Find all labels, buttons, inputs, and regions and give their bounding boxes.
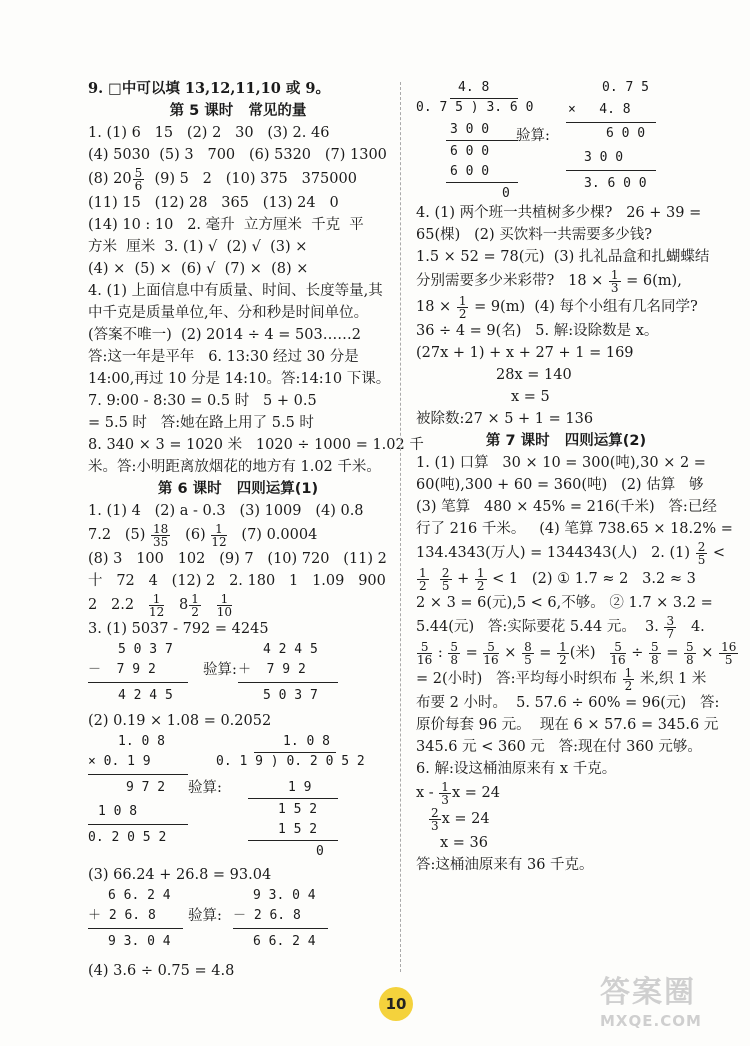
numerator: 5 [483, 641, 498, 654]
fraction [429, 807, 441, 832]
text: x = 24 [441, 811, 490, 827]
calc-rule [566, 170, 656, 171]
vertical-addition [88, 886, 388, 960]
numerator: 1 [624, 665, 633, 680]
calc-row: 1 5 2 [278, 822, 318, 837]
fraction [664, 615, 676, 640]
calc-row: 6 0 0 [450, 164, 490, 179]
text: x - [416, 785, 439, 801]
text-line: (答案不唯一) (2) 2014 ÷ 4 = 503……2 [88, 327, 361, 343]
denominator: 8 [686, 652, 694, 667]
text: = [461, 645, 483, 661]
denominator: 10 [216, 604, 233, 619]
calc-rule [248, 798, 338, 799]
watermark-url: MXQE.COM [600, 1012, 702, 1030]
numerator: 16 [721, 639, 737, 654]
numerator: 18 [153, 521, 169, 536]
calc-rule [233, 928, 328, 929]
denominator: 5 [441, 578, 450, 593]
text-line: (3) 66.24 + 26.8 = 93.04 [88, 867, 272, 883]
text-line: 28x = 140 [496, 367, 572, 383]
numerator: 2 [431, 805, 439, 820]
text: × [696, 645, 719, 661]
denominator: 12 [148, 604, 165, 619]
numerator: 2 [441, 565, 450, 580]
numerator: 1 [149, 593, 164, 606]
text: = 6(m), [621, 273, 682, 289]
fraction [448, 641, 460, 666]
text: 5.44(元) 答:实际要花 5.44 元。 3. [416, 619, 664, 635]
numerator: 5 [610, 641, 625, 654]
text: = 2(小时) 答:平均每小时织布 [416, 671, 622, 687]
denominator: 35 [153, 534, 169, 549]
numerator: 8 [524, 639, 532, 654]
page-number: 10 [379, 987, 413, 1021]
numerator: 5 [134, 165, 143, 180]
fraction [217, 593, 232, 618]
text: = [661, 645, 684, 661]
text-line: (8) 3 100 102 (9) 7 (10) 720 (11) 2 [88, 551, 387, 567]
text-line: (14) 10 : 10 2. 毫升 立方厘米 千克 平 [88, 217, 364, 233]
fraction [623, 667, 635, 692]
text-line: (27x + 1) + x + 27 + 1 = 169 [416, 345, 634, 361]
calc-row: ＋ 2 6. 8 [88, 908, 156, 923]
calc-row: 6 0 0 [606, 126, 646, 141]
fraction [151, 523, 170, 548]
text: 8 [165, 597, 189, 613]
denominator: 12 [211, 534, 227, 549]
text: 分别需要多少米彩带? 18 × [416, 273, 608, 289]
text-line: 十 72 4 (12) 2 2. 180 1 1.09 900 [88, 573, 386, 589]
text: (米) [569, 645, 610, 661]
text-line [88, 166, 388, 192]
text [202, 597, 216, 613]
left-column [88, 78, 424, 982]
calc-row: － 2 6. 8 [233, 908, 301, 923]
denominator: 16 [610, 652, 626, 667]
calc-row: 0. 1 9 ) 0. 2 0 5 2 [216, 754, 365, 769]
text: : [433, 645, 448, 661]
text-line: 60(吨),300 + 60 = 360(吨) (2) 估算 够 [416, 477, 704, 493]
text-line [416, 780, 716, 806]
denominator: 2 [624, 678, 633, 693]
fraction [483, 641, 498, 666]
calc-rule [88, 928, 183, 929]
check-label: 验算: [188, 780, 222, 796]
vertical-subtraction [88, 640, 388, 710]
calc-row: 9 3. 0 4 [253, 888, 316, 903]
denominator: 2 [458, 306, 467, 321]
denominator: 3 [441, 792, 449, 807]
calc-row: 4. 8 [458, 80, 490, 95]
text: 2 2.2 [88, 597, 148, 613]
numerator: 5 [686, 639, 694, 654]
section-heading-6: 第 6 课时 四则运算(1) [157, 481, 319, 497]
denominator: 16 [417, 652, 433, 667]
calc-rule [88, 824, 188, 825]
fraction [417, 567, 429, 592]
text-line: (3) 笔算 480 × 45% = 216(千米) 答:已经 [416, 499, 717, 515]
calc-row: 1 5 2 [278, 802, 318, 817]
text-line: x = 5 [511, 389, 550, 405]
text-line [416, 539, 726, 567]
fraction [610, 641, 625, 666]
calc-row: × 0. 1 9 [88, 754, 151, 769]
text: 18 × [416, 299, 456, 315]
text-line: 7. 9:00 - 8:30 = 0.5 时 5 + 0.5 [88, 393, 317, 409]
fraction [440, 567, 452, 592]
denominator: 5 [524, 652, 532, 667]
fraction [719, 641, 738, 666]
text: (7) 0.0004 [227, 527, 318, 543]
text: (9) 5 2 (10) 375 375000 [145, 171, 357, 187]
text-line [416, 614, 716, 640]
text-line: 1. (1) 口算 30 × 10 = 300(吨),30 × 2 = [416, 455, 706, 471]
text-line: 答:这一年是平年 6. 13:30 经过 30 分是 [88, 349, 359, 365]
calc-row: × 4. 8 [568, 102, 631, 117]
text: < [708, 545, 726, 561]
text: × [499, 645, 522, 661]
denominator: 3 [610, 280, 619, 295]
calc-rule [88, 682, 188, 683]
text-line: 8. 340 × 3 = 1020 米 1020 ÷ 1000 = 1.02 千 [88, 437, 424, 453]
calc-row: 3 0 0 [584, 150, 624, 165]
text-line: (2) 0.19 × 1.08 = 0.2052 [88, 713, 272, 729]
denominator: 2 [419, 578, 427, 593]
text-line: x = 36 [440, 835, 488, 851]
fraction [149, 593, 164, 618]
denominator: 5 [697, 552, 706, 567]
text-line [88, 78, 388, 100]
numerator: 5 [651, 639, 659, 654]
text-line: (4) × (5) × (6) √ (7) × (8) × [88, 261, 309, 277]
calc-row: 0 [502, 186, 510, 201]
denominator: 5 [724, 652, 733, 667]
calc-row: ＋ 7 9 2 [238, 662, 306, 677]
calc-row: 4 2 4 5 [263, 642, 318, 657]
calc-row: － 7 9 2 [88, 662, 156, 677]
fraction [417, 641, 432, 666]
denominator: 16 [483, 652, 499, 667]
text: 4. [677, 619, 705, 635]
denominator: 3 [431, 818, 439, 833]
numerator: 1 [559, 639, 567, 654]
numerator: 1 [458, 293, 467, 308]
calc-rule [88, 774, 188, 775]
calc-row: 3 0 0 [450, 122, 490, 137]
text: < 1 (2) ① 1.7 ≈ 2 3.2 ≈ 3 [487, 571, 696, 587]
text: ÷ [626, 645, 649, 661]
calc-row: 6 6. 2 4 [108, 888, 171, 903]
numerator: 5 [417, 641, 432, 654]
denominator: 8 [450, 652, 459, 667]
text-line: 1.5 × 52 = 78(元) (3) 扎礼品盒和扎蝴蝶结 [416, 249, 710, 265]
text-line: = 5.5 时 答:她在路上用了 5.5 时 [88, 415, 314, 431]
fraction [457, 295, 469, 320]
text: (6) [171, 527, 211, 543]
denominator: 8 [651, 652, 659, 667]
calc-rule [248, 840, 338, 841]
check-label: 验算: [188, 908, 222, 924]
numerator: 1 [211, 523, 226, 536]
text-line: (11) 15 (12) 28 365 (13) 24 0 [88, 195, 339, 211]
fraction [557, 641, 569, 666]
calc-row: 1. 0 8 [118, 734, 165, 749]
section-heading-5: 第 5 课时 常见的量 [169, 103, 307, 119]
numerator: 1 [441, 779, 449, 794]
right-column [416, 78, 737, 876]
text-line [416, 566, 716, 592]
calc-row: 0. 2 0 5 2 [88, 830, 167, 845]
numerator: 1 [419, 565, 427, 580]
fraction [522, 641, 534, 666]
text-line: 原价每套 96 元。 现在 6 × 57.6 = 345.6 元 [416, 717, 719, 733]
calc-row: 1 0 8 [98, 804, 138, 819]
calc-rule [446, 182, 518, 183]
text-line: 65(棵) (2) 买饮料一共需要多少钱? [416, 227, 653, 243]
text-line: 1. (1) 4 (2) a - 0.3 (3) 1009 (4) 0.8 [88, 503, 364, 519]
numerator: 1 [191, 591, 199, 606]
section-heading-7: 第 7 课时 四则运算(2) [485, 433, 647, 449]
text-line: 14:00,再过 10 分是 14:10。答:14:10 下课。 [88, 371, 391, 387]
calc-row: 1 9 [288, 780, 312, 795]
calc-row: 0. 7 5 [602, 80, 649, 95]
text-line [416, 268, 716, 294]
text: 9. □中可以填 13,12,11,10 或 9。 [88, 80, 330, 97]
calc-rule [238, 682, 338, 683]
calc-row: 6 0 0 [450, 144, 490, 159]
calc-rule [446, 140, 518, 141]
text-line [416, 639, 737, 667]
fraction [649, 641, 661, 666]
text: (8) 20 [88, 171, 132, 187]
text-line: 被除数:27 × 5 + 1 = 136 [416, 411, 594, 427]
text-line: 6. 解:设这桶油原来有 x 千克。 [416, 761, 617, 777]
text-line: (4) 3.6 ÷ 0.75 = 4.8 [88, 963, 235, 979]
text-line: 36 ÷ 4 = 9(名) 5. 解:设除数是 x。 [416, 323, 659, 339]
text-line: 答:这桶油原来有 36 千克。 [416, 857, 594, 873]
text-line: 布要 2 小时。 5. 57.6 ÷ 60% = 96(元) 答: [416, 695, 720, 711]
numerator: 1 [610, 267, 619, 282]
text-line: 4. (1) 两个班一共植树多少棵? 26 + 39 = [416, 205, 702, 221]
text-line [88, 592, 388, 618]
text [430, 571, 439, 587]
text: = [534, 645, 557, 661]
text-line: 米。答:小明距离放烟花的地方有 1.02 千米。 [88, 459, 381, 475]
denominator: 7 [666, 626, 675, 641]
vertical-division [416, 78, 716, 202]
text-line [416, 294, 716, 320]
calc-rule [566, 122, 656, 123]
fraction [211, 523, 226, 548]
text-line: 行了 216 千米。 (4) 笔算 738.65 × 18.2% = [416, 521, 733, 537]
numerator: 1 [217, 593, 232, 606]
fraction [133, 167, 145, 192]
watermark-text: 答案圈 [600, 975, 696, 1010]
text-line: 4. (1) 上面信息中有质量、时间、长度等量,其 [88, 283, 383, 299]
text-line: 2 × 3 = 6(元),5 < 6,不够。 ② 1.7 × 3.2 = [416, 595, 713, 611]
calc-row: 6 6. 2 4 [253, 934, 316, 949]
fraction [684, 641, 696, 666]
check-label: 验算: [203, 662, 237, 678]
numerator: 5 [450, 639, 459, 654]
text-line: 1. (1) 6 15 (2) 2 30 (3) 2. 46 [88, 125, 330, 141]
calc-row: 5 0 3 7 [118, 642, 173, 657]
calc-row: 9 3. 0 4 [108, 934, 171, 949]
column-divider [400, 82, 401, 972]
text-line: (4) 5030 (5) 3 700 (6) 5320 (7) 1300 [88, 147, 387, 163]
watermark-logo [600, 975, 740, 1043]
numerator: 2 [697, 539, 706, 554]
text-line: 中千克是质量单位,年、分和秒是时间单位。 [88, 305, 369, 321]
denominator: 2 [476, 578, 485, 593]
fraction [439, 781, 451, 806]
denominator: 6 [134, 178, 143, 193]
calc-row: 3. 6 0 0 [584, 176, 647, 191]
vertical-multiplication [88, 732, 388, 864]
text-line: 方米 厘米 3. (1) √ (2) √ (3) × [88, 239, 308, 255]
text: = 9(m) (4) 每个小组有几名同学? [469, 299, 698, 315]
text-line [416, 806, 716, 832]
denominator: 2 [559, 652, 567, 667]
numerator: 1 [476, 565, 485, 580]
fraction [475, 567, 487, 592]
text-line [416, 666, 716, 692]
calc-row: 0 [316, 844, 324, 859]
numerator: 3 [666, 613, 675, 628]
calc-row: 4 2 4 5 [118, 688, 173, 703]
calc-row: 1. 0 8 [283, 734, 330, 749]
calc-row: 5 0 3 7 [263, 688, 318, 703]
text: 7.2 (5) [88, 527, 151, 543]
calc-row: 0. 7 5 ) 3. 6 0 [416, 100, 534, 115]
fraction [609, 269, 621, 294]
text-line: 345.6 元 < 360 元 答:现在付 360 元够。 [416, 739, 702, 755]
text-line: 3. (1) 5037 - 792 = 4245 [88, 621, 269, 637]
text: 米,织 1 米 [635, 671, 707, 687]
denominator: 2 [191, 604, 199, 619]
text-line [88, 522, 388, 548]
text: 134.4343(万人) = 1344343(人) 2. (1) [416, 545, 695, 561]
text: + [452, 571, 474, 587]
check-label: 验算: [516, 128, 550, 144]
fraction [189, 593, 201, 618]
text: x = 24 [451, 785, 500, 801]
fraction [696, 541, 708, 566]
calc-row: 9 7 2 [126, 780, 166, 795]
